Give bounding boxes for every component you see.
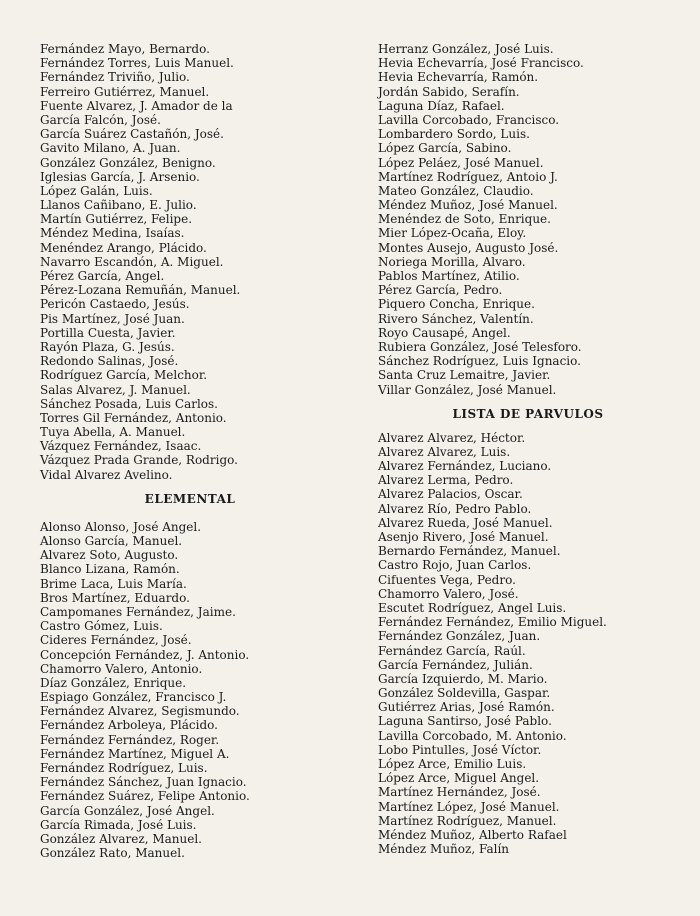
student-name: Rayón Plaza, G. Jesús.	[40, 339, 175, 354]
student-name: Iglesias García, J. Arsenio.	[40, 169, 200, 184]
student-name: Rivero Sánchez, Valentín.	[378, 311, 534, 326]
student-name: García Falcón, José.	[40, 112, 161, 127]
student-name: Noriega Morilla, Alvaro.	[378, 254, 526, 269]
student-name: Fernández Martínez, Miguel A.	[40, 746, 230, 761]
student-name: Portilla Cuesta, Javier.	[40, 325, 176, 340]
student-name: Gavito Milano, A. Juan.	[40, 141, 181, 156]
student-name: Fernández Suárez, Felipe Antonio.	[40, 789, 250, 804]
section-heading-parvulos: LISTA DE PARVULOS	[452, 406, 604, 421]
student-name: Vázquez Fernández, Isaac.	[40, 439, 202, 454]
student-name: Martínez Rodríguez, Antoio J.	[378, 169, 558, 184]
student-name: Laguna Díaz, Rafael.	[378, 98, 505, 113]
student-list-elemental	[40, 520, 340, 861]
student-name: Blanco Lizana, Ramón.	[40, 562, 180, 577]
student-name: Espiago González, Francisco J.	[40, 690, 227, 705]
student-name: García Fernández, Julián.	[378, 657, 533, 672]
student-name: Fernández Alvarez, Segismundo.	[40, 704, 240, 719]
student-list-a	[40, 42, 340, 482]
student-name: Asenjo Rivero, José Manuel.	[378, 530, 549, 544]
student-name: López Arce, Miguel Angel.	[378, 771, 540, 786]
student-name: García Izquierdo, M. Mario.	[378, 671, 548, 686]
left-column	[40, 42, 340, 860]
student-name: Fernández García, Raúl.	[378, 643, 526, 658]
student-name: Díaz González, Enrique.	[40, 675, 187, 690]
student-name: Fernández Sánchez, Juan Ignacio.	[40, 775, 247, 790]
student-name: López Peláez, José Manuel.	[378, 155, 544, 170]
student-name: Vidal Alvarez Avelino.	[40, 467, 173, 482]
student-name: Sánchez Rodríguez, Luis Ignacio.	[378, 354, 581, 369]
student-name: Martínez Hernández, José.	[378, 785, 541, 800]
student-name: Santa Cruz Lemaitre, Javier.	[378, 368, 551, 383]
student-name: Royo Causapé, Angel.	[378, 325, 511, 340]
student-name: Alonso Alonso, José Angel.	[40, 519, 202, 534]
student-name: García Suárez Castañón, José.	[40, 127, 224, 142]
student-name: Fernández Mayo, Bernardo.	[40, 42, 210, 56]
student-name: Méndez Muñoz, Falín	[378, 842, 510, 857]
student-name: Alvarez Alvarez, Luis.	[378, 444, 511, 459]
student-name: Ferreiro Gutiérrez, Manuel.	[40, 84, 210, 99]
student-name: Pericón Castaedo, Jesús.	[40, 297, 190, 312]
student-name: Fernández Arboleya, Plácido.	[40, 718, 218, 733]
student-name: Montes Ausejo, Augusto José.	[378, 240, 559, 255]
student-name: Laguna Santirso, José Pablo.	[378, 714, 552, 729]
student-name: Pérez García, Pedro.	[378, 283, 503, 298]
student-name: Lavilla Corcobado, M. Antonio.	[378, 728, 567, 743]
student-name: Alvarez Soto, Augusto.	[40, 548, 179, 563]
student-name: López Arce, Emilio Luis.	[378, 757, 527, 771]
student-name: González Alvarez, Manuel.	[40, 831, 202, 846]
student-name: Concepción Fernández, J. Antonio.	[40, 647, 250, 662]
student-name: Cideres Fernández, José.	[40, 633, 192, 648]
student-name: Alvarez Fernández, Luciano.	[378, 459, 552, 474]
student-list-parvulos	[378, 431, 678, 857]
student-name: Alvarez Palacios, Oscar.	[378, 487, 523, 502]
student-name: Alonso García, Manuel.	[40, 534, 183, 548]
student-name: Hevia Echevarría, José Francisco.	[378, 56, 584, 71]
student-name: Cifuentes Vega, Pedro.	[378, 572, 516, 587]
student-name: Rubiera González, José Telesforo.	[378, 339, 582, 354]
student-name: Mateo González, Claudio.	[378, 183, 534, 198]
student-name: Navarro Escandón, A. Miguel.	[40, 254, 224, 269]
student-name: Castro Gómez, Luis.	[40, 619, 163, 634]
student-name: Chamorro Valero, José.	[378, 586, 519, 601]
student-name: Mier López-Ocaña, Eloy.	[378, 226, 527, 241]
student-name: Pérez-Lozana Remuñán, Manuel.	[40, 283, 241, 298]
student-name: Lobo Pintulles, José Víctor.	[378, 742, 542, 757]
student-name: Méndez Muñoz, Alberto Rafael	[378, 827, 567, 842]
student-name: Escutet Rodríguez, Angel Luis.	[378, 600, 567, 615]
student-name: Piquero Concha, Enrique.	[378, 297, 535, 312]
student-name: Campomanes Fernández, Jaime.	[40, 604, 236, 619]
student-name: Méndez Muñoz, José Manuel.	[378, 198, 558, 213]
student-name: Lavilla Corcobado, Francisco.	[378, 112, 560, 127]
student-name: Villar González, José Manuel.	[378, 382, 557, 397]
student-name: Fernández Rodríguez, Luis.	[40, 761, 208, 775]
student-name: Brime Laca, Luis María.	[40, 576, 187, 591]
student-name: González González, Benigno.	[40, 155, 216, 170]
student-name: Hevia Echevarría, Ramón.	[378, 70, 539, 85]
student-name: Martínez López, José Manuel.	[378, 799, 560, 814]
student-name: Alvarez Río, Pedro Pablo.	[378, 501, 532, 516]
student-name: Gutiérrez Arias, José Ramón.	[378, 700, 555, 715]
student-name: García González, José Angel.	[40, 803, 215, 818]
student-name: Fernández Fernández, Emilio Miguel.	[378, 615, 607, 630]
student-name: González Soldevilla, Gaspar.	[378, 686, 551, 701]
student-name: Bros Martínez, Eduardo.	[40, 590, 190, 605]
student-name: Alvarez Alvarez, Héctor.	[378, 430, 526, 445]
student-name: Salas Alvarez, J. Manuel.	[40, 382, 191, 397]
student-name: López García, Sabino.	[378, 141, 512, 156]
student-name: Tuya Abella, A. Manuel.	[40, 425, 186, 440]
student-name: Sánchez Posada, Luis Carlos.	[40, 396, 218, 411]
student-name: Bernardo Fernández, Manuel.	[378, 544, 561, 559]
student-name: López Galán, Luis.	[40, 183, 153, 198]
student-list-b	[378, 42, 678, 397]
student-name: Fernández Triviño, Julio.	[40, 70, 190, 85]
student-name: Pérez García, Angel.	[40, 269, 165, 283]
student-name: Martínez Rodríguez, Manuel.	[378, 813, 557, 828]
student-name: Rodríguez García, Melchor.	[40, 368, 208, 383]
right-column	[378, 42, 678, 856]
student-name: Redondo Salinas, José.	[40, 354, 179, 369]
student-name: Herranz González, José Luis.	[378, 42, 554, 56]
student-name: Fernández González, Juan.	[378, 629, 541, 644]
student-name: Fuente Alvarez, J. Amador de la	[40, 98, 233, 113]
student-name: Pablos Martínez, Atilio.	[378, 269, 520, 283]
student-name: Lombardero Sordo, Luis.	[378, 127, 530, 142]
student-name: Chamorro Valero, Antonio.	[40, 661, 203, 676]
student-name: Fernández Torres, Luis Manuel.	[40, 56, 234, 71]
student-name: Vázquez Prada Grande, Rodrigo.	[40, 453, 238, 468]
student-name: Pis Martínez, José Juan.	[40, 311, 185, 326]
student-name: Alvarez Lerma, Pedro.	[378, 473, 514, 488]
student-name: Martín Gutiérrez, Felipe.	[40, 212, 193, 227]
student-name: Fernández Fernández, Roger.	[40, 732, 220, 747]
student-name: Torres Gil Fernández, Antonio.	[40, 410, 227, 425]
student-name: Castro Rojo, Juan Carlos.	[378, 558, 532, 573]
student-name: Llanos Cañibano, E. Julio.	[40, 198, 197, 213]
student-name: Menéndez Arango, Plácido.	[40, 240, 207, 255]
student-name: Menéndez de Soto, Enrique.	[378, 212, 551, 227]
student-name: González Rato, Manuel.	[40, 846, 185, 861]
student-name: Alvarez Rueda, José Manuel.	[378, 515, 553, 530]
student-name: Méndez Medina, Isaías.	[40, 226, 185, 241]
section-heading-elemental: ELEMENTAL	[144, 491, 236, 506]
student-name: García Rimada, José Luis.	[40, 817, 197, 832]
student-name: Jordán Sabido, Serafín.	[378, 84, 520, 99]
